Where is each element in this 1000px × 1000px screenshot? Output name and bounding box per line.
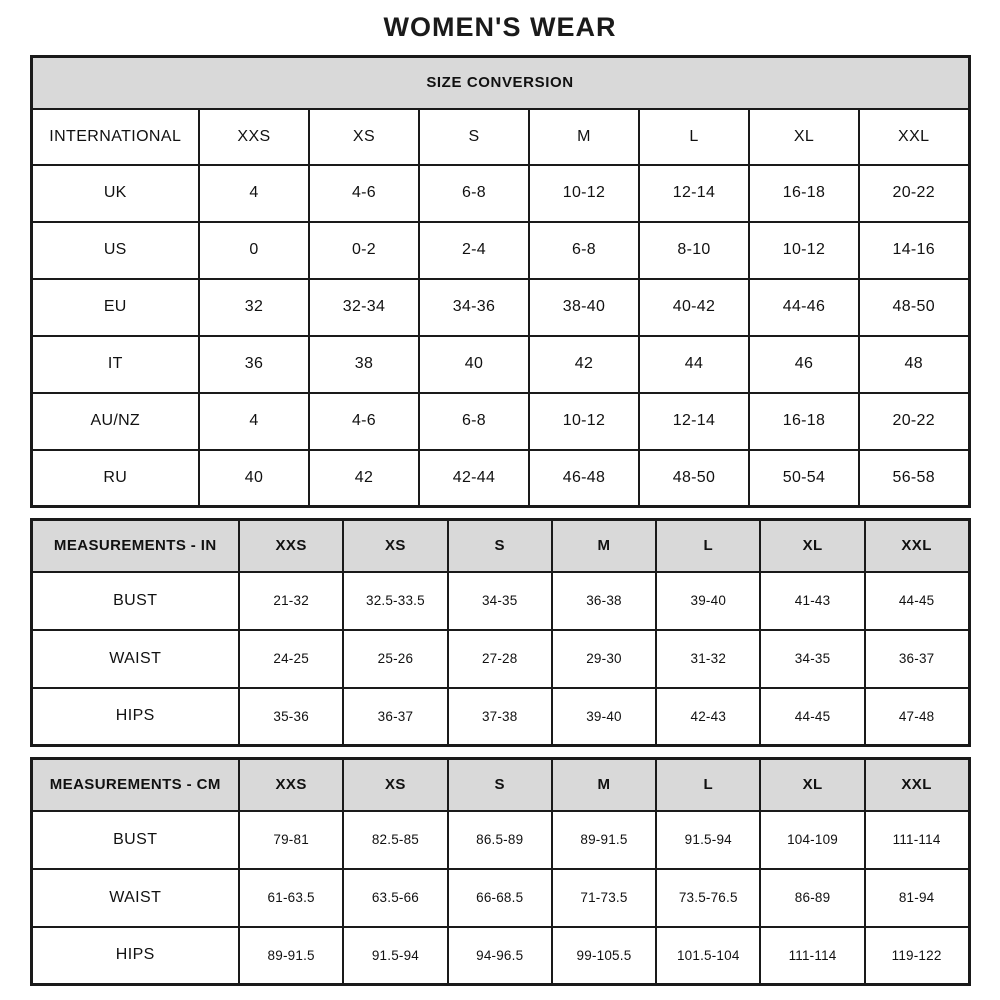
size-cell: 36 (199, 336, 309, 393)
measurement-cell: 34-35 (448, 572, 552, 630)
column-header-s: S (448, 520, 552, 572)
measurement-cell: 99-105.5 (552, 927, 656, 985)
size-cell: 32-34 (309, 279, 419, 336)
measurement-cell: 29-30 (552, 630, 656, 688)
size-cell: 40 (419, 336, 529, 393)
measurement-cell: 36-38 (552, 572, 656, 630)
measurement-cell: 71-73.5 (552, 869, 656, 927)
measurement-cell: 31-32 (656, 630, 760, 688)
row-label-bust: BUST (31, 811, 239, 869)
column-header-m: M (552, 759, 656, 811)
measurement-cell: 41-43 (760, 572, 864, 630)
size-cell: 16-18 (749, 393, 859, 450)
column-header-xs: XS (309, 109, 419, 165)
row-label-eu: EU (31, 279, 199, 336)
size-cell: 0-2 (309, 222, 419, 279)
measurements-in-title: MEASUREMENTS - IN (31, 520, 239, 572)
measurement-cell: 39-40 (552, 688, 656, 746)
page-title: WOMEN'S WEAR (383, 12, 617, 42)
measurements-in-header-row (31, 520, 969, 572)
column-header-m: M (552, 520, 656, 572)
size-cell: 14-16 (859, 222, 969, 279)
size-cell: 42 (529, 336, 639, 393)
column-header-xxs: XXS (199, 109, 309, 165)
column-header-xl: XL (749, 109, 859, 165)
size-cell: 4-6 (309, 165, 419, 222)
size-cell: 10-12 (529, 165, 639, 222)
measurement-cell: 36-37 (865, 630, 969, 688)
row-label-ru: RU (31, 450, 199, 507)
size-cell: 6-8 (529, 222, 639, 279)
measurement-cell: 91.5-94 (343, 927, 447, 985)
row-label-waist: WAIST (31, 630, 239, 688)
column-header-l: L (656, 520, 760, 572)
row-label-it: IT (31, 336, 199, 393)
size-cell: 6-8 (419, 393, 529, 450)
size-cell: 34-36 (419, 279, 529, 336)
size-cell: 44-46 (749, 279, 859, 336)
row-label-hips: HIPS (31, 688, 239, 746)
size-cell: 10-12 (529, 393, 639, 450)
size-cell: 50-54 (749, 450, 859, 507)
column-header-xs: XS (343, 759, 447, 811)
measurement-cell: 47-48 (865, 688, 969, 746)
size-conversion-header-row (31, 109, 969, 165)
size-cell: 42 (309, 450, 419, 507)
column-header-xxs: XXS (239, 759, 343, 811)
size-cell: 48-50 (859, 279, 969, 336)
size-cell: 40 (199, 450, 309, 507)
measurement-cell: 66-68.5 (448, 869, 552, 927)
measurement-cell: 104-109 (760, 811, 864, 869)
measurement-cell: 111-114 (760, 927, 864, 985)
table-row-hips-in (31, 688, 969, 746)
measurement-cell: 42-43 (656, 688, 760, 746)
column-header-xxl: XXL (865, 759, 969, 811)
column-header-xs: XS (343, 520, 447, 572)
size-conversion-caption-row (31, 57, 969, 109)
column-header-xxs: XXS (239, 520, 343, 572)
size-cell: 6-8 (419, 165, 529, 222)
size-cell: 48-50 (639, 450, 749, 507)
measurement-cell: 35-36 (239, 688, 343, 746)
column-header-l: L (639, 109, 749, 165)
size-cell: 4 (199, 165, 309, 222)
measurement-cell: 111-114 (865, 811, 969, 869)
column-header-xxl: XXL (865, 520, 969, 572)
size-cell: 20-22 (859, 393, 969, 450)
measurement-cell: 27-28 (448, 630, 552, 688)
row-label-us: US (31, 222, 199, 279)
size-conversion-caption: SIZE CONVERSION (31, 57, 969, 109)
measurement-cell: 39-40 (656, 572, 760, 630)
table-row-us (31, 222, 969, 279)
size-cell: 8-10 (639, 222, 749, 279)
row-label-waist: WAIST (31, 869, 239, 927)
size-cell: 4 (199, 393, 309, 450)
measurement-cell: 89-91.5 (239, 927, 343, 985)
size-cell: 10-12 (749, 222, 859, 279)
size-cell: 38-40 (529, 279, 639, 336)
size-cell: 12-14 (639, 165, 749, 222)
table-row-waist-in (31, 630, 969, 688)
table-row-ru (31, 450, 969, 507)
measurement-cell: 44-45 (865, 572, 969, 630)
size-cell: 32 (199, 279, 309, 336)
row-label-bust: BUST (31, 572, 239, 630)
size-cell: 20-22 (859, 165, 969, 222)
size-cell: 40-42 (639, 279, 749, 336)
size-cell: 48 (859, 336, 969, 393)
column-header-international: INTERNATIONAL (31, 109, 199, 165)
measurements-cm-table (30, 757, 971, 986)
table-row-bust-cm (31, 811, 969, 869)
size-cell: 46-48 (529, 450, 639, 507)
column-header-xl: XL (760, 520, 864, 572)
measurement-cell: 73.5-76.5 (656, 869, 760, 927)
measurement-cell: 119-122 (865, 927, 969, 985)
measurement-cell: 32.5-33.5 (343, 572, 447, 630)
measurement-cell: 25-26 (343, 630, 447, 688)
measurement-cell: 44-45 (760, 688, 864, 746)
column-header-s: S (448, 759, 552, 811)
measurement-cell: 21-32 (239, 572, 343, 630)
measurement-cell: 24-25 (239, 630, 343, 688)
row-label-hips: HIPS (31, 927, 239, 985)
measurement-cell: 34-35 (760, 630, 864, 688)
size-cell: 44 (639, 336, 749, 393)
measurement-cell: 36-37 (343, 688, 447, 746)
size-cell: 0 (199, 222, 309, 279)
size-cell: 46 (749, 336, 859, 393)
column-header-xl: XL (760, 759, 864, 811)
table-row-uk (31, 165, 969, 222)
measurement-cell: 37-38 (448, 688, 552, 746)
measurement-cell: 94-96.5 (448, 927, 552, 985)
table-row-eu (31, 279, 969, 336)
measurements-in-table (30, 518, 971, 747)
measurement-cell: 89-91.5 (552, 811, 656, 869)
size-cell: 12-14 (639, 393, 749, 450)
column-header-xxl: XXL (859, 109, 969, 165)
row-label-uk: UK (31, 165, 199, 222)
size-cell: 4-6 (309, 393, 419, 450)
table-row-it (31, 336, 969, 393)
table-row-waist-cm (31, 869, 969, 927)
size-cell: 16-18 (749, 165, 859, 222)
measurement-cell: 86.5-89 (448, 811, 552, 869)
size-cell: 2-4 (419, 222, 529, 279)
column-header-l: L (656, 759, 760, 811)
measurements-cm-header-row (31, 759, 969, 811)
row-label-aunz: AU/NZ (31, 393, 199, 450)
measurement-cell: 91.5-94 (656, 811, 760, 869)
measurement-cell: 101.5-104 (656, 927, 760, 985)
measurement-cell: 79-81 (239, 811, 343, 869)
size-cell: 38 (309, 336, 419, 393)
size-cell: 56-58 (859, 450, 969, 507)
column-header-s: S (419, 109, 529, 165)
measurement-cell: 81-94 (865, 869, 969, 927)
table-row-hips-cm (31, 927, 969, 985)
column-header-m: M (529, 109, 639, 165)
table-row-aunz (31, 393, 969, 450)
table-row-bust-in (31, 572, 969, 630)
size-cell: 42-44 (419, 450, 529, 507)
measurement-cell: 63.5-66 (343, 869, 447, 927)
size-conversion-table (30, 55, 971, 508)
measurement-cell: 61-63.5 (239, 869, 343, 927)
measurement-cell: 86-89 (760, 869, 864, 927)
measurements-cm-title: MEASUREMENTS - CM (31, 759, 239, 811)
measurement-cell: 82.5-85 (343, 811, 447, 869)
